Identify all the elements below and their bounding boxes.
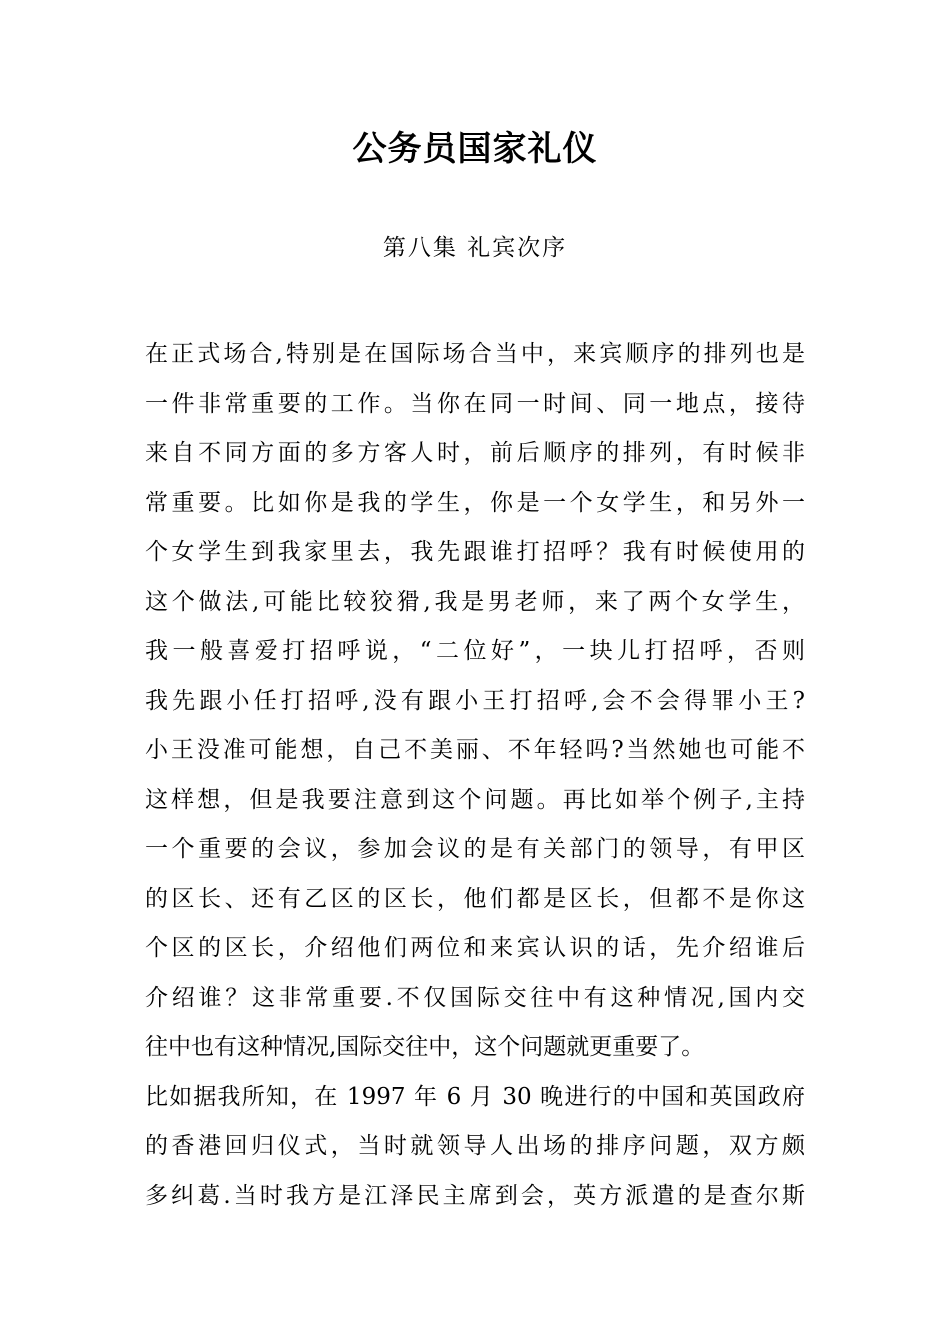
text-line: 常重要。比如你是我的学生，你是一个女学生，和另外一 xyxy=(145,489,805,516)
text-line: 比如据我所知，在 1997 年 6 月 30 晚进行的中国和英国政府 xyxy=(145,1083,805,1110)
text-line: 个区的区长，介绍他们两位和来宾认识的话，先介绍谁后 xyxy=(145,935,805,961)
text-line: 多纠葛.当时我方是江泽民主席到会，英方派遣的是查尔斯 xyxy=(145,1182,805,1209)
paragraph-2 xyxy=(145,1073,805,1222)
text-line: 的香港回归仪式，当时就领导人出场的排序问题，双方颇 xyxy=(145,1133,805,1159)
text-line: 的区长、还有乙区的区长，他们都是区长，但都不是你这 xyxy=(145,885,805,912)
text-line: 往中也有这种情况,国际交往中，这个问题就更重要了。 xyxy=(145,1034,705,1060)
text-line: 这个做法,可能比较狡猾,我是男老师，来了两个女学生， xyxy=(145,588,805,615)
document-subtitle: 第八集 礼宾次序 xyxy=(382,235,568,261)
text-line: 一个重要的会议，参加会议的是有关部门的领导，有甲区 xyxy=(145,836,805,862)
paragraph-1 xyxy=(145,330,805,1073)
text-line: 来自不同方面的多方客人时，前后顺序的排列，有时候非 xyxy=(145,440,805,466)
text-line: 我一般喜爱打招呼说，“二位好”，一块儿打招呼，否则 xyxy=(145,638,805,664)
text-line: 介绍谁？这非常重要.不仅国际交往中有这种情况,国内交 xyxy=(145,984,805,1011)
document-body xyxy=(145,330,805,1221)
document-title: 公务员国家礼仪 xyxy=(352,129,598,169)
text-line: 一件非常重要的工作。当你在同一时间、同一地点，接待 xyxy=(145,390,805,417)
text-line: 个女学生到我家里去，我先跟谁打招呼？我有时候使用的 xyxy=(145,539,805,565)
text-line: 这样想，但是我要注意到这个问题。再比如举个例子,主持 xyxy=(145,786,805,813)
text-line: 在正式场合,特别是在国际场合当中，来宾顺序的排列也是 xyxy=(145,341,805,367)
text-line: 小王没准可能想，自己不美丽、不年轻吗?当然她也可能不 xyxy=(145,737,805,763)
text-line: 我先跟小任打招呼,没有跟小王打招呼,会不会得罪小王? xyxy=(145,687,805,714)
